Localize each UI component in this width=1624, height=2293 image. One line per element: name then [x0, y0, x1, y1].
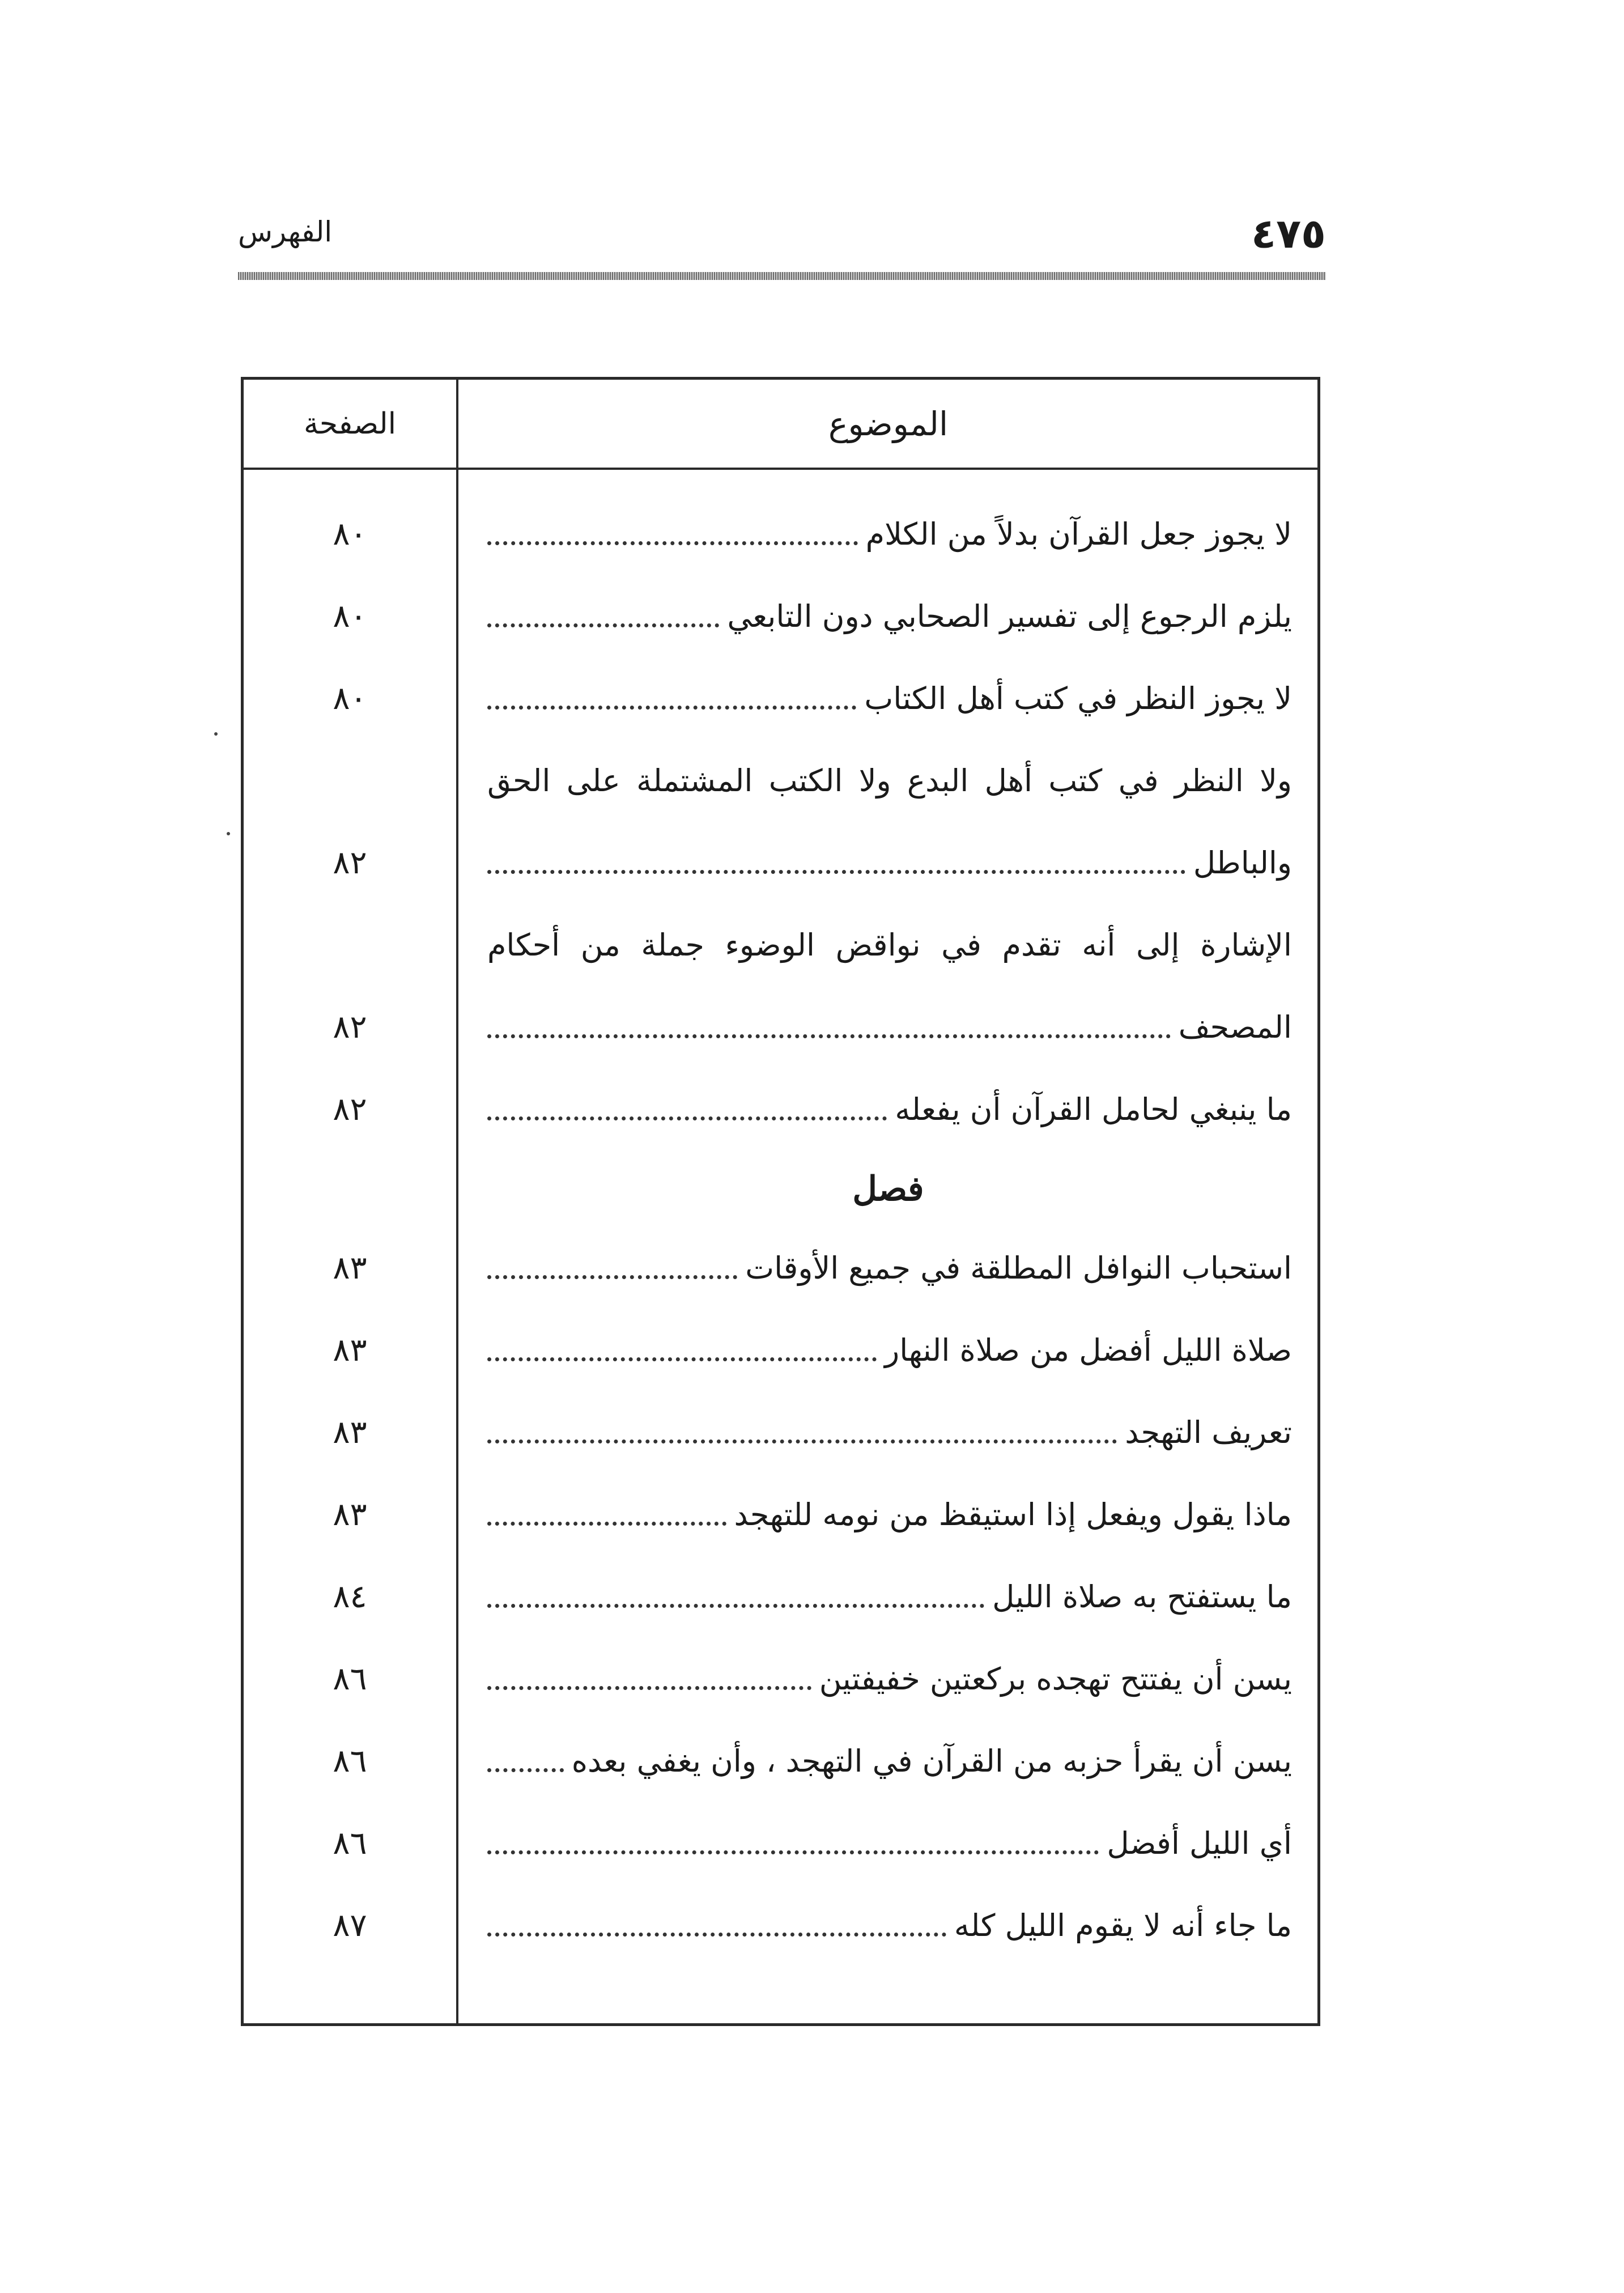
- row-topic: لا يجوز النظر في كتب أهل الكتاب: [487, 657, 1292, 740]
- table-row: [244, 1884, 1317, 1967]
- row-page: ٨٤: [333, 1578, 367, 1615]
- table-row: [244, 1391, 1317, 1474]
- row-page: ٨٦: [333, 1661, 367, 1697]
- table-row: [244, 740, 1317, 822]
- table-row: [244, 1638, 1317, 1720]
- row-page: ٨٠: [333, 680, 367, 717]
- row-topic: لا يجوز جعل القرآن بدلاً من الكلام: [487, 493, 1292, 575]
- table-row: [244, 1802, 1317, 1884]
- table-row: [244, 1068, 1317, 1150]
- row-topic: ولا النظر في كتب أهل البدع ولا الكتب المشتملة على الحق: [487, 763, 1292, 799]
- row-topic: تعريف التهجد: [487, 1391, 1292, 1474]
- table-row: [244, 1309, 1317, 1391]
- row-topic: يسن أن يفتتح تهجده بركعتين خفيفتين: [487, 1638, 1292, 1720]
- row-page: ٨٢: [333, 1091, 367, 1128]
- table-row: [244, 657, 1317, 740]
- column-header-page: الصفحة: [303, 406, 397, 441]
- table-row: [244, 1720, 1317, 1802]
- table-row: [244, 1227, 1317, 1309]
- row-topic: المصحف: [487, 986, 1292, 1068]
- row-page: ٨٦: [333, 1825, 367, 1862]
- table-row: [244, 575, 1317, 657]
- section-heading: فصل: [852, 1169, 924, 1209]
- table-row: [244, 1474, 1317, 1556]
- row-topic: ما جاء أنه لا يقوم الليل كله: [487, 1884, 1292, 1967]
- row-page: ٨٢: [333, 1009, 367, 1046]
- row-page: ٨٣: [333, 1250, 367, 1286]
- row-topic: ما ينبغي لحامل القرآن أن يفعله: [487, 1068, 1292, 1150]
- row-topic: صلاة الليل أفضل من صلاة النهار: [487, 1309, 1292, 1391]
- row-topic: استحباب النوافل المطلقة في جميع الأوقات: [487, 1227, 1292, 1309]
- toc-table: [241, 377, 1320, 2026]
- row-page: ٨٢: [333, 844, 367, 881]
- row-page: ٨٣: [333, 1414, 367, 1451]
- row-topic: ما يستفتح به صلاة الليل: [487, 1556, 1292, 1638]
- page-title: الفهرس: [238, 215, 333, 248]
- table-row: [244, 822, 1317, 904]
- column-header-topic: الموضوع: [828, 404, 949, 443]
- table-row: [244, 904, 1317, 986]
- row-topic: الإشارة إلى أنه تقدم في نواقض الوضوء جملة من أحكام: [487, 927, 1292, 963]
- table-row: [244, 1556, 1317, 1638]
- row-topic: يلزم الرجوع إلى تفسير الصحابي دون التابعي: [487, 575, 1292, 657]
- row-topic: ماذا يقول ويفعل إذا استيقظ من نومه للتهجد: [487, 1474, 1292, 1556]
- table-row: [244, 986, 1317, 1068]
- running-head: [238, 204, 1326, 283]
- row-page: ٨٧: [333, 1907, 367, 1944]
- header-rule: [238, 272, 1326, 280]
- row-page: [244, 904, 456, 986]
- margin-mark: [227, 832, 230, 835]
- table-row: [244, 493, 1317, 575]
- row-topic: أي الليل أفضل: [487, 1802, 1292, 1884]
- row-page: ٨٣: [333, 1332, 367, 1369]
- row-topic: يسن أن يقرأ حزبه من القرآن في التهجد ، وأن يغفي بعده: [487, 1720, 1292, 1802]
- row-topic: والباطل: [487, 822, 1292, 904]
- row-page: ٨٦: [333, 1743, 367, 1780]
- margin-mark: [214, 732, 218, 736]
- row-page: ٨٣: [333, 1496, 367, 1533]
- table-header-rule: [244, 468, 1317, 470]
- page-number: ٤٧٥: [1251, 210, 1326, 257]
- row-page: ٨٠: [333, 516, 367, 553]
- row-page: ٨٠: [333, 598, 367, 635]
- row-page: [244, 740, 456, 822]
